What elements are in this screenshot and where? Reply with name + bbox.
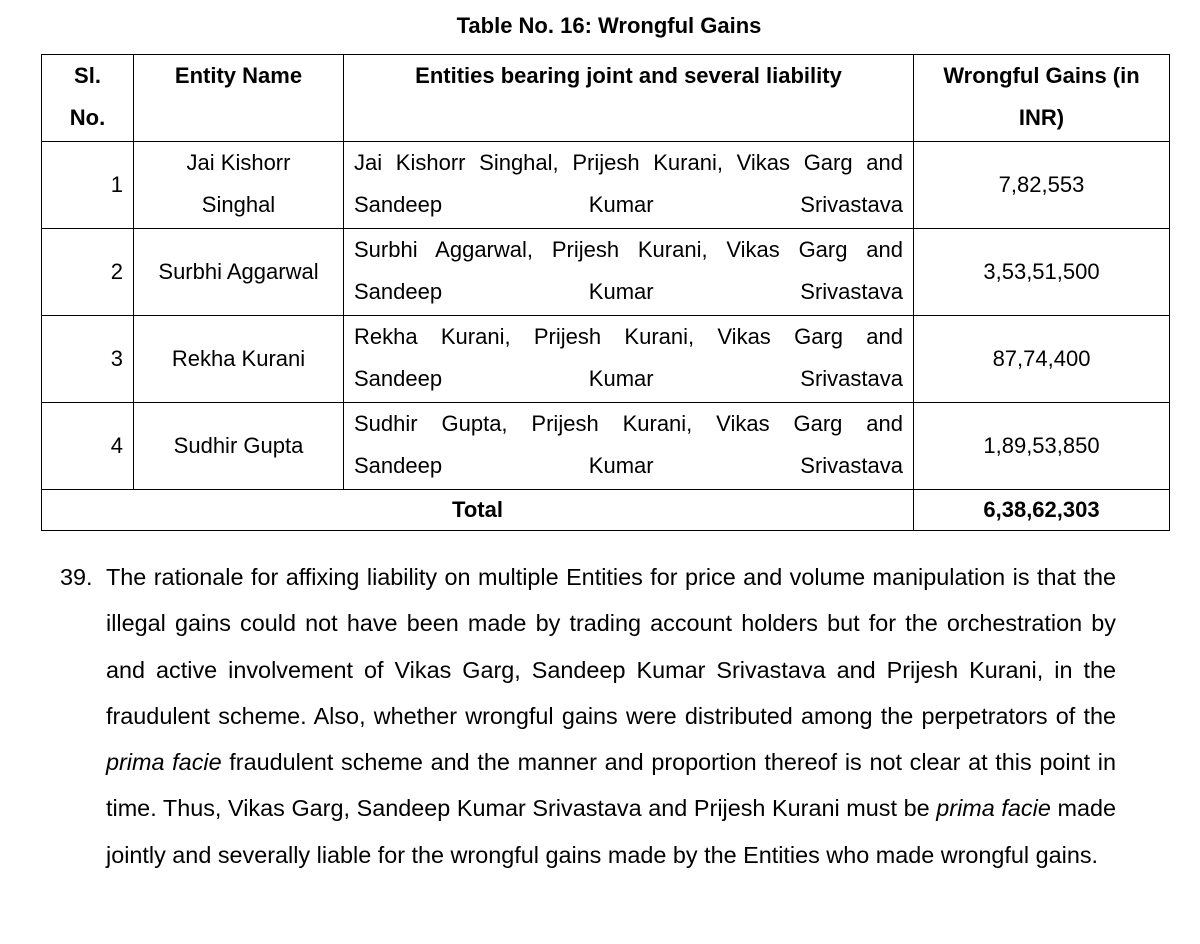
row-wrongful-gains: 1,89,53,850 [914, 403, 1170, 490]
table-row [42, 403, 1170, 490]
row-entities-liability: Surbhi Aggarwal, Prijesh Kurani, Vikas Garg and Sandeep Kumar Srivastava [344, 229, 914, 316]
header-entities-liability: Entities bearing joint and several liability [344, 55, 914, 142]
row-sl-no: 1 [42, 142, 134, 229]
row-entity-name: Jai Kishorr Singhal [134, 142, 344, 229]
paragraph-39 [60, 554, 1116, 878]
paragraph-body: The rationale for affixing liability on multiple Entities for price and volume manipulation is that the illegal gains could not have been made by trading account holders but for the orchestration by and active involvement of Vikas Garg, Sandeep Kumar Srivastava and Prijesh Kurani, in the fraudulent scheme. Also, whether wrongful gains were distributed among the perpetrators of the prima facie fraudulent scheme and the manner and proportion thereof is not clear at this point in time. Thus, Vikas Garg, Sandeep Kumar Srivastava and Prijesh Kurani must be prima facie made jointly and severally liable for the wrongful gains made by the Entities who made wrongful gains. [106, 564, 1116, 868]
header-sl-no: Sl. No. [42, 55, 134, 142]
header-entity-name: Entity Name [134, 55, 344, 142]
row-entities-liability: Jai Kishorr Singhal, Prijesh Kurani, Vikas Garg and Sandeep Kumar Srivastava [344, 142, 914, 229]
row-entity-name: Sudhir Gupta [134, 403, 344, 490]
table-header-row [42, 55, 1170, 142]
row-sl-no: 4 [42, 403, 134, 490]
total-value: 6,38,62,303 [914, 490, 1170, 531]
table-row [42, 142, 1170, 229]
paragraph-number: 39. [60, 564, 93, 590]
row-entities-liability: Sudhir Gupta, Prijesh Kurani, Vikas Garg and Sandeep Kumar Srivastava [344, 403, 914, 490]
italic-prima-facie: prima facie [106, 749, 222, 776]
wrongful-gains-table [41, 54, 1170, 531]
table-total-row [42, 490, 1170, 531]
row-entity-name: Surbhi Aggarwal [134, 229, 344, 316]
row-wrongful-gains: 87,74,400 [914, 316, 1170, 403]
row-sl-no: 3 [42, 316, 134, 403]
table-title: Table No. 16: Wrongful Gains [456, 13, 762, 38]
row-wrongful-gains: 7,82,553 [914, 142, 1170, 229]
italic-prima-facie: prima facie [936, 795, 1051, 822]
table-row [42, 229, 1170, 316]
row-entities-liability: Rekha Kurani, Prijesh Kurani, Vikas Garg and Sandeep Kumar Srivastava [344, 316, 914, 403]
header-wrongful-gains: Wrongful Gains (in INR) [914, 55, 1170, 142]
table-row [42, 316, 1170, 403]
row-sl-no: 2 [42, 229, 134, 316]
row-wrongful-gains: 3,53,51,500 [914, 229, 1170, 316]
row-entity-name: Rekha Kurani [134, 316, 344, 403]
total-label: Total [42, 490, 914, 531]
